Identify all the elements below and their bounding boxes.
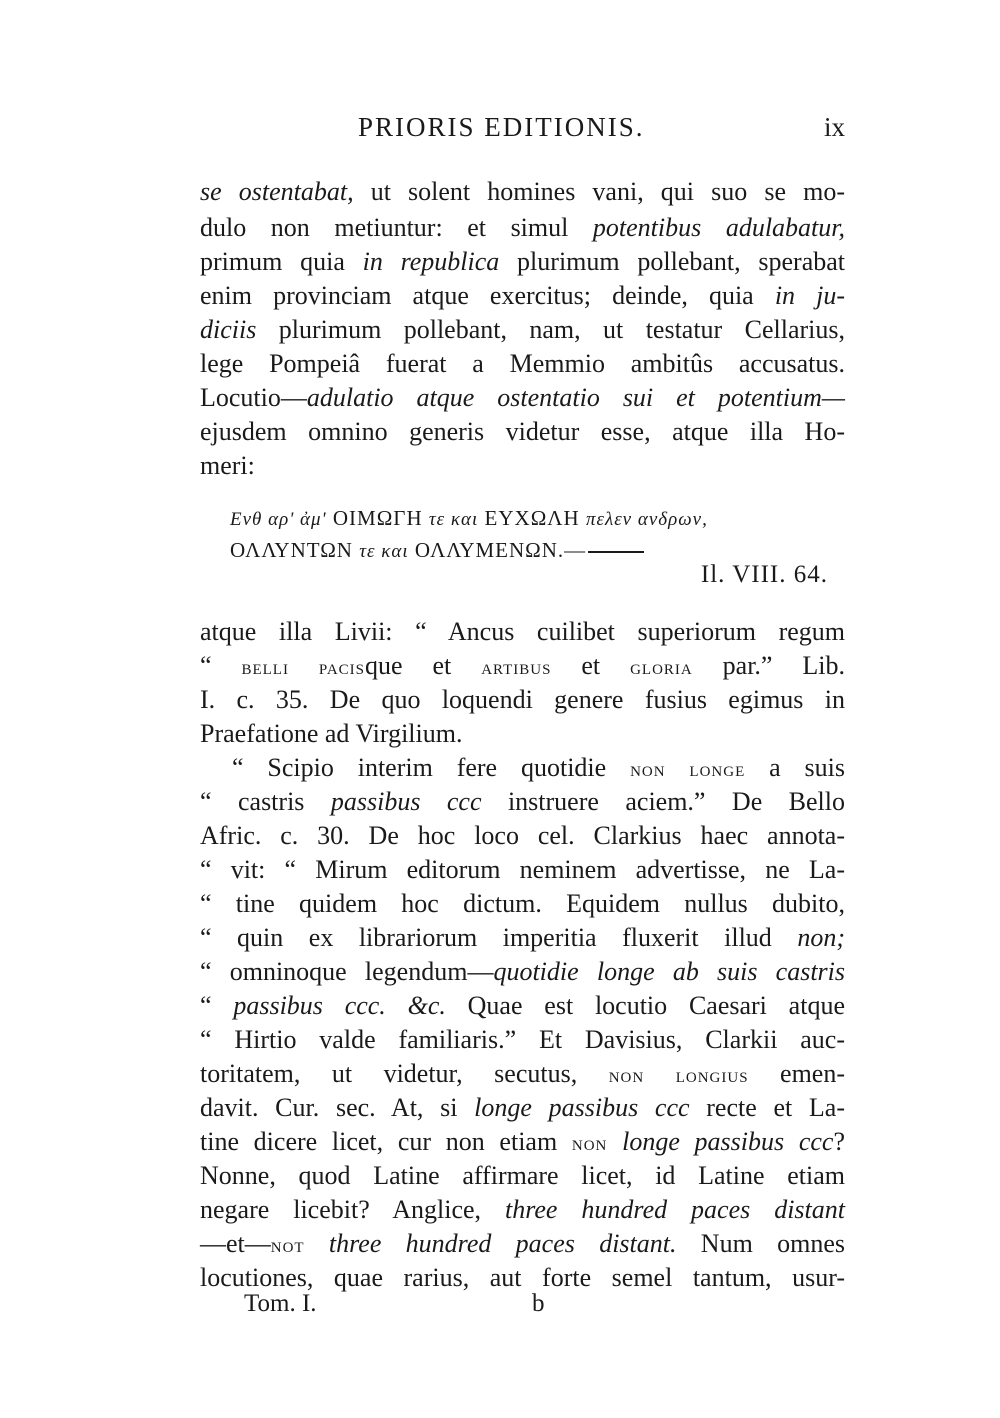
page-number: ix	[823, 112, 845, 142]
greek-verse-line-1: Ενθ αρ' ἀμ' ΟΙΜΩΓΗ τε και ΕΥΧΩΛΗ πελεν ανδρων,	[230, 506, 708, 530]
text-line: locutiones, quae rarius, aut forte semel tantum, usur-	[200, 1263, 845, 1292]
text-line: “ Scipio interim fere quotidie non longe a suis	[232, 753, 846, 782]
text-line: “ quin ex librariorum imperitia fluxerit illud non;	[200, 923, 845, 952]
text-line: primum quia in republica plurimum pollebant, sperabat	[200, 247, 846, 276]
text-line: Nonne, quod Latine affirmare licet, id Latine etiam	[200, 1161, 845, 1190]
page-header	[200, 112, 845, 152]
text-line: Locutio—adulatio atque ostentatio sui et potentium—	[200, 383, 845, 412]
text-line: meri:	[200, 451, 255, 480]
text-line: “ omninoque legendum—quotidie longe ab suis castris	[200, 957, 846, 986]
text-line: diciis plurimum pollebant, nam, ut testatur Cellarius,	[200, 315, 845, 344]
text-line: ejusdem omnino generis videtur esse, atque illa Ho-	[200, 417, 845, 446]
text-line: “ Hirtio valde familiaris.” Et Davisius, Clarkii auc-	[200, 1025, 845, 1054]
page-footer	[244, 1290, 644, 1326]
text-line: “ vit: “ Mirum editorum neminem advertisse, ne La-	[200, 855, 845, 884]
text-line: I. c. 35. De quo loquendi genere fusius egimus in	[200, 685, 845, 714]
signature-mark: b	[532, 1290, 545, 1317]
text-line: negare licebit? Anglice, three hundred paces distant	[200, 1195, 845, 1224]
text-line: Praefatione ad Virgilium.	[200, 719, 463, 748]
text-line: —et—not three hundred paces distant. Num omnes	[200, 1229, 845, 1258]
text-line: toritatem, ut videtur, secutus, non longius emen-	[200, 1059, 846, 1088]
text-line: enim provinciam atque exercitus; deinde, quia in ju-	[200, 281, 845, 310]
text-line: tine dicere licet, cur non etiam non longe passibus ccc?	[200, 1127, 845, 1156]
volume-label: Tom. I.	[244, 1290, 317, 1317]
text-line: “ castris passibus ccc instruere aciem.” De Bello	[200, 787, 846, 816]
text-line: davit. Cur. sec. At, si longe passibus ccc recte et La-	[200, 1093, 845, 1122]
greek-verse-line-2: ΟΛΛΥΝΤΩΝ τε και ΟΛΛΥΜΕΝΩΝ.—	[230, 532, 830, 568]
text-line: “ tine quidem hoc dictum. Equidem nullus dubito,	[200, 889, 845, 918]
running-title: PRIORIS EDITIONIS.	[358, 112, 645, 142]
text-line: “ passibus ccc. &c. Quae est locutio Caesari atque	[200, 991, 845, 1020]
verse-citation: Il. VIII. 64.	[700, 561, 828, 588]
text-line: lege Pompeiâ fuerat a Memmio ambitûs accusatus.	[200, 349, 845, 378]
text-line: Afric. c. 30. De hoc loco cel. Clarkius haec annota-	[200, 821, 845, 850]
verse-end-rule	[588, 551, 644, 553]
text-line: dulo non metiuntur: et simul potentibus adulabatur,	[200, 213, 845, 242]
text-line: se ostentabat, ut solent homines vani, qui suo se mo-	[200, 177, 845, 206]
text-line: “ belli pacisque et artibus et gloria par.” Lib.	[200, 651, 845, 680]
text-line: atque illa Livii: “ Ancus cuilibet superiorum regum	[200, 617, 845, 646]
